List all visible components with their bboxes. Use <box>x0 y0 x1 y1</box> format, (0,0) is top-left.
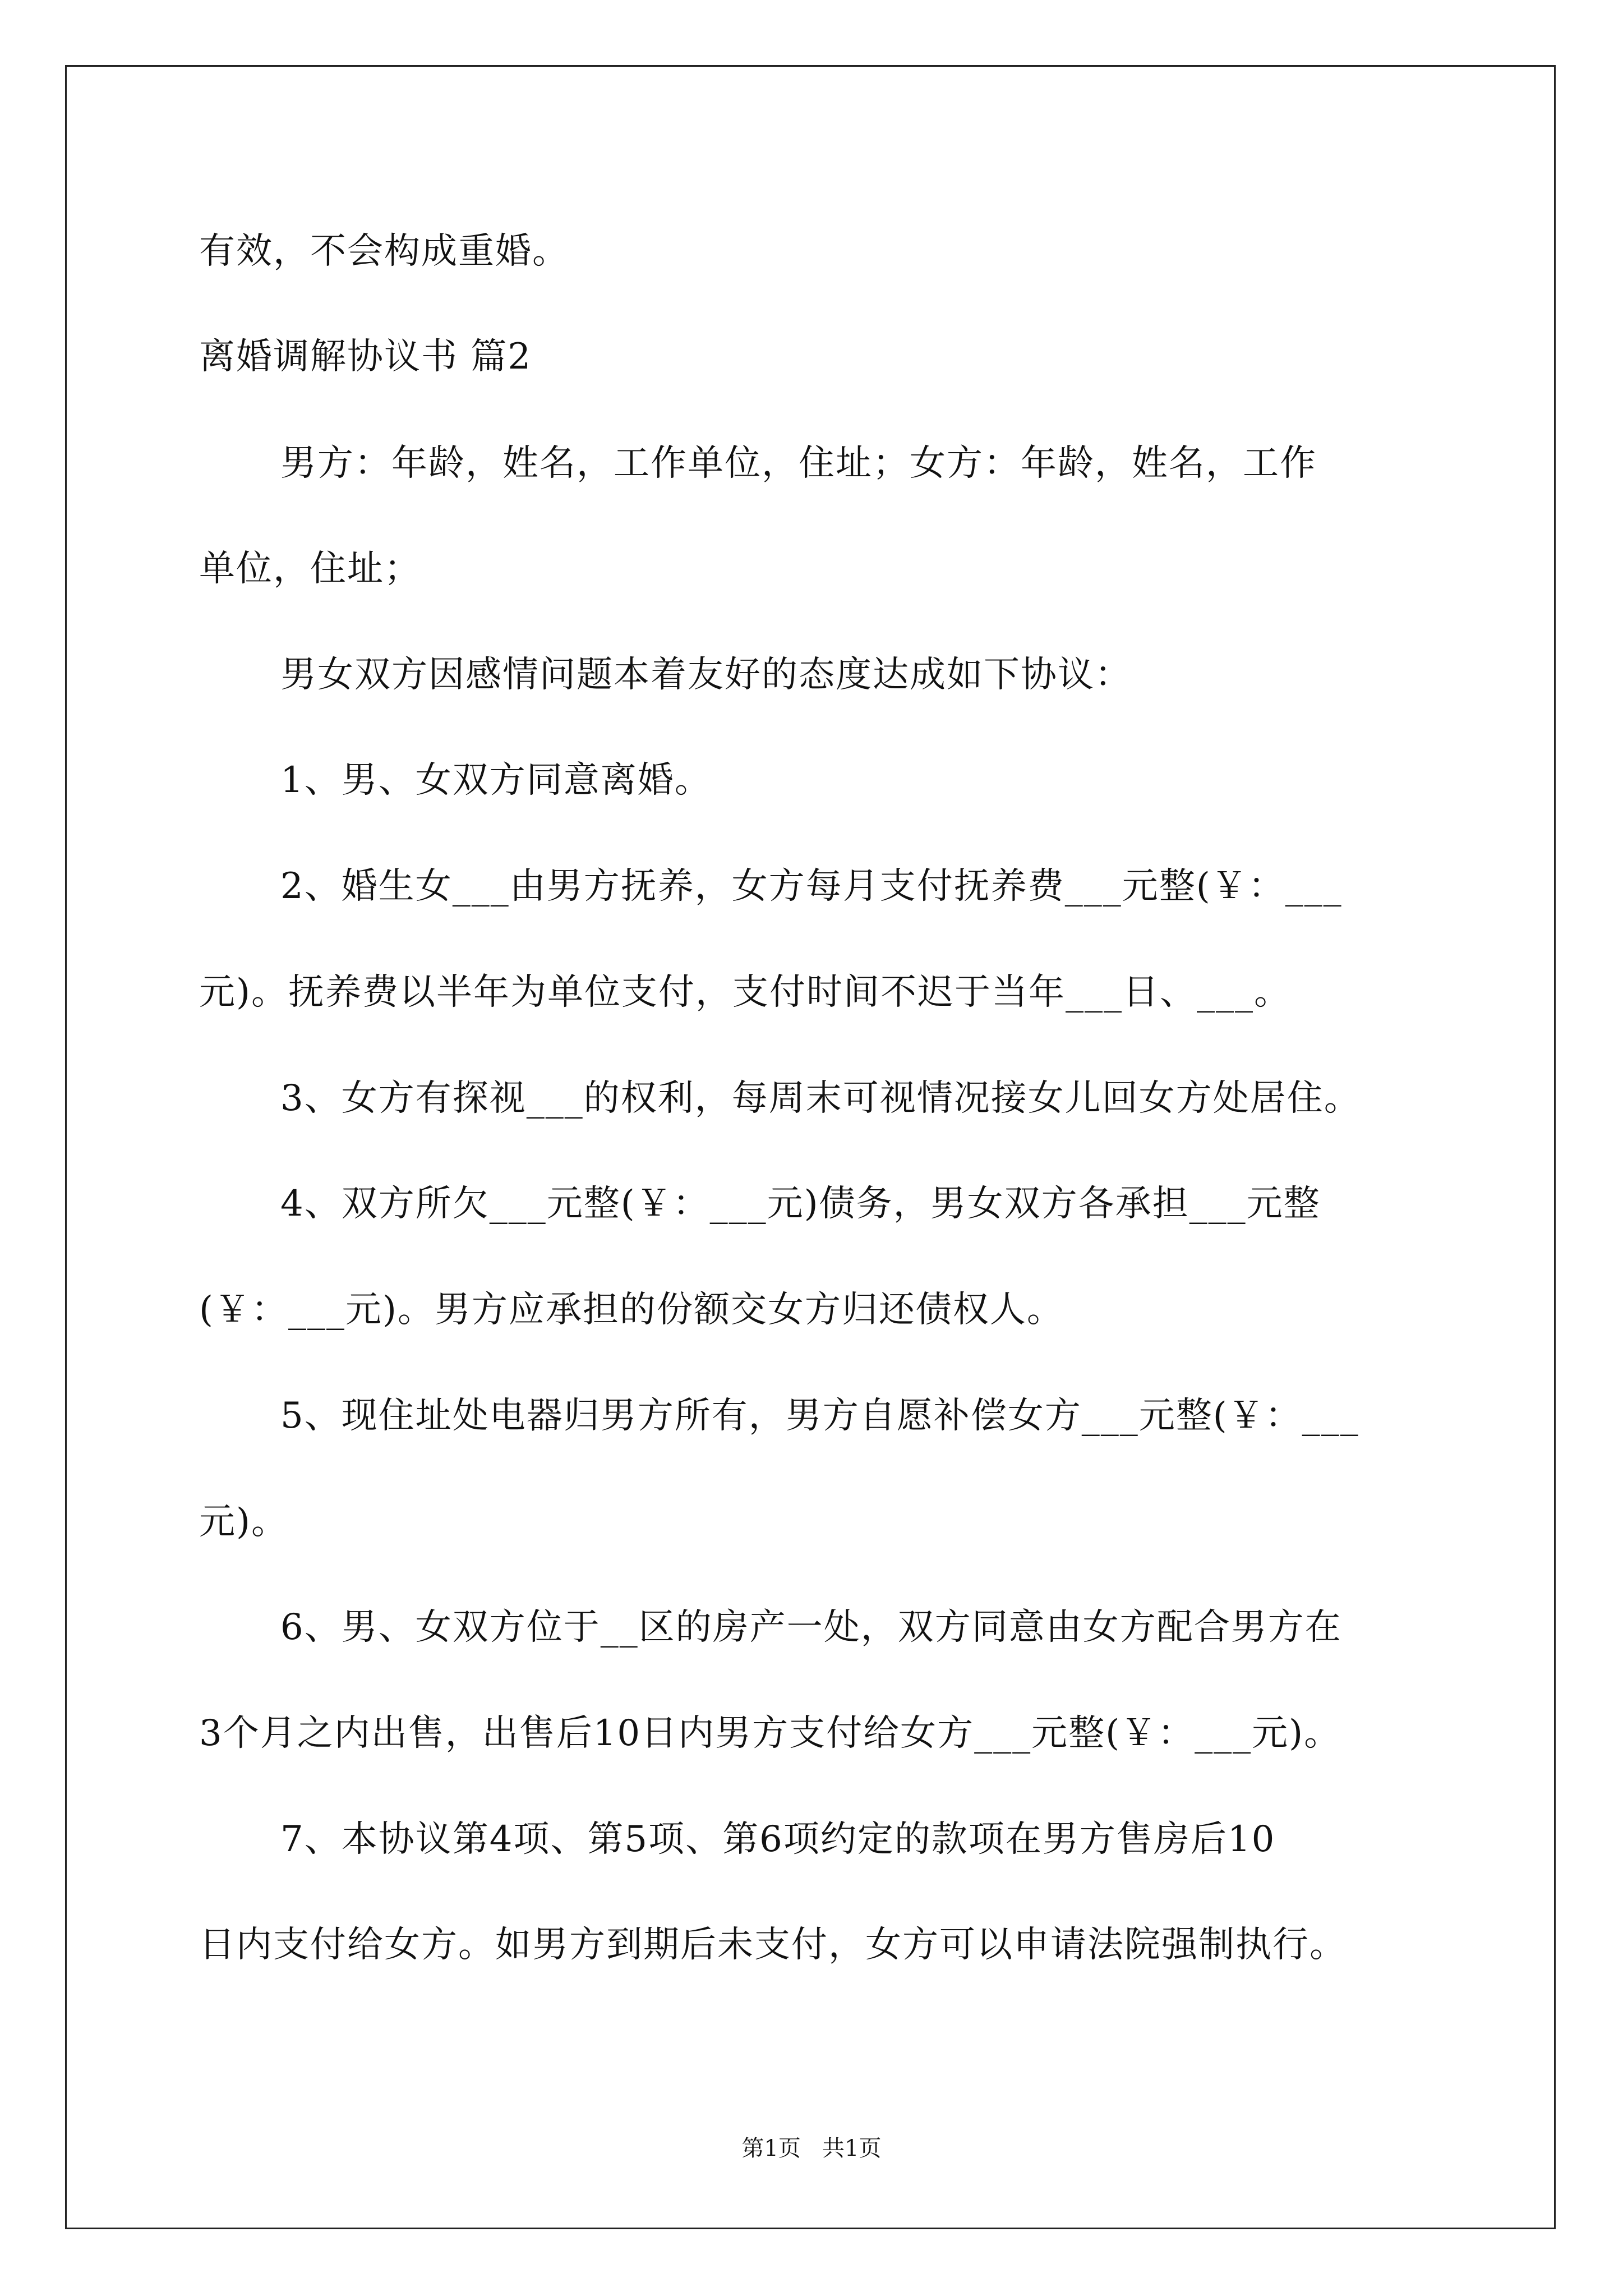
text-line: (￥：___元)。男方应承担的份额交女方归还债权人。 <box>199 1289 1064 1331</box>
clause-3: 3、女方有探视___的权利，每周末可视情况接女儿回女方处居住。 <box>280 1078 1361 1119</box>
clause-5: 5、现住址处电器归男方所有，男方自愿补偿女方___元整(￥：___ <box>280 1395 1359 1437</box>
text-line: 男方：年龄，姓名，工作单位，住址；女方：年龄，姓名，工作 <box>280 443 1317 484</box>
clause-1: 1、男、女双方同意离婚。 <box>280 760 712 801</box>
clause-2: 2、婚生女___由男方抚养，女方每月支付抚养费___元整(￥：___ <box>280 866 1343 907</box>
text-line: 单位，住址； <box>199 548 421 590</box>
clause-4: 4、双方所欠___元整(￥：___元)债务，男女双方各承担___元整 <box>280 1183 1321 1225</box>
text-line: 男女双方因感情问题本着友好的态度达成如下协议： <box>280 654 1132 696</box>
text-line: 有效，不会构成重婚。 <box>199 231 569 272</box>
text-line: 元)。 <box>199 1501 288 1543</box>
clause-6: 6、男、女双方位于__区的房产一处，双方同意由女方配合男方在 <box>280 1607 1342 1648</box>
section-heading: 离婚调解协议书 篇2 <box>199 336 532 378</box>
page-border <box>65 65 1556 2229</box>
text-line: 日内支付给女方。如男方到期后未支付，女方可以申请法院强制执行。 <box>199 1924 1347 1966</box>
page-number: 第1页 共1页 <box>741 2136 882 2161</box>
text-line: 元)。抚养费以半年为单位支付，支付时间不迟于当年___日、___。 <box>199 972 1291 1013</box>
clause-7: 7、本协议第4项、第5项、第6项约定的款项在男方售房后10 <box>280 1819 1276 1860</box>
text-line: 3个月之内出售，出售后10日内男方支付给女方___元整(￥：___元)。 <box>199 1713 1341 1754</box>
